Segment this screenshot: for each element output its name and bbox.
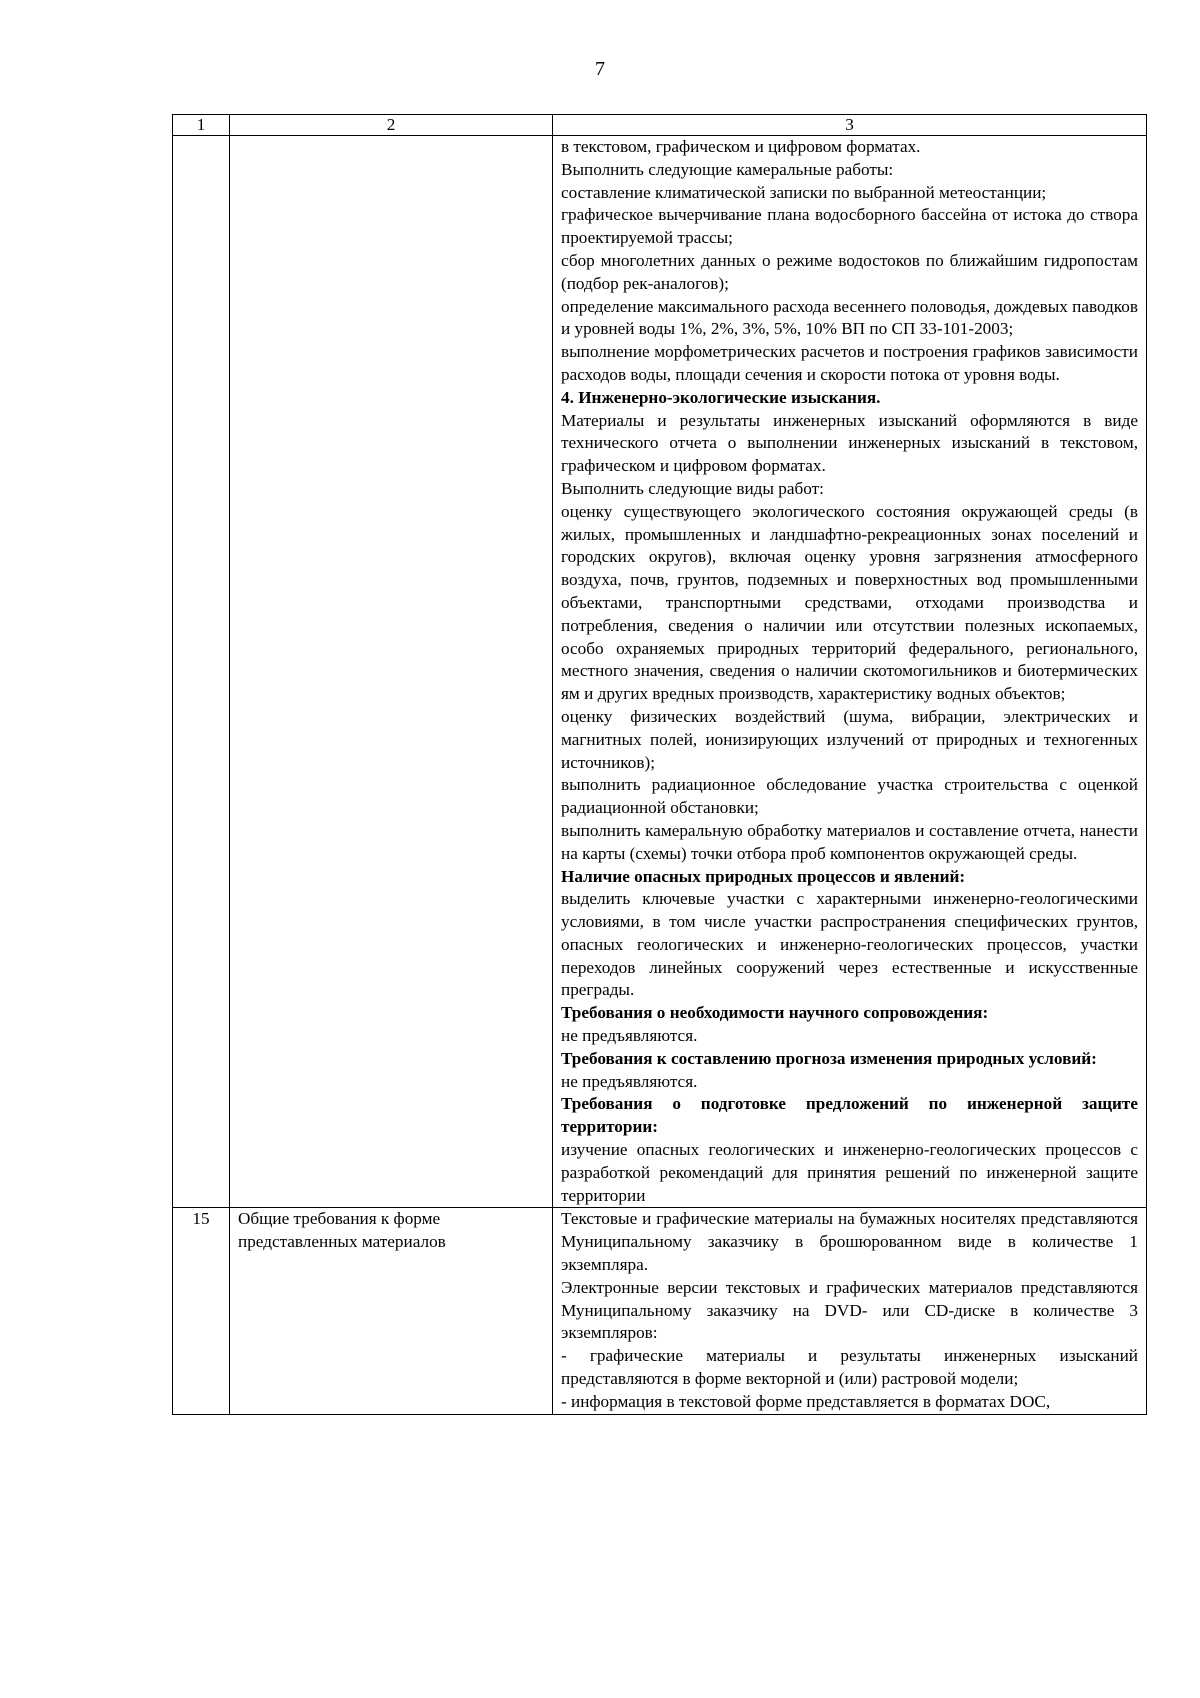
- paragraph: не предъявляются.: [561, 1026, 698, 1046]
- row-content: [553, 1208, 1147, 1414]
- paragraph: Выполнить следующие камеральные работы:: [561, 159, 894, 179]
- row-name: [230, 136, 553, 1208]
- paragraph: выполнить камеральную обработку материалов и составление отчета, нанести на карты (схемы) точки отбора проб компонентов окружающей среды.: [561, 820, 1138, 863]
- paragraph: составление климатической записки по выбранной метеостанции;: [561, 182, 1047, 202]
- paragraph: - информация в текстовой форме представляется в форматах DOC,: [561, 1391, 1051, 1411]
- header-col-2: 2: [230, 115, 553, 136]
- row-name: Общие требования к форме представленных материалов: [230, 1208, 553, 1414]
- paragraph: выполнить радиационное обследование участка строительства с оценкой радиационной обстановки;: [561, 775, 1138, 818]
- section-heading: Требования к составлению прогноза изменения природных условий:: [561, 1048, 1097, 1068]
- section-heading: 4. Инженерно-экологические изыскания.: [561, 387, 881, 407]
- table-row: [173, 1208, 1147, 1414]
- paragraph: определение максимального расхода весеннего половодья, дождевых паводков и уровней воды 1%, 2%, 3%, 5%, 10% ВП по СП 33-101-2003;: [561, 296, 1138, 339]
- row-number: [173, 136, 230, 1208]
- paragraph: графическое вычерчивание плана водосборного бассейна от истока до створа проектируемой трассы;: [561, 205, 1138, 248]
- section-heading: Наличие опасных природных процессов и явлений:: [561, 866, 966, 886]
- paragraph: не предъявляются.: [561, 1071, 698, 1091]
- paragraph: оценку существующего экологического состояния окружающей среды (в жилых, промышленных и ландшафтно-рекреационных зонах поселений и городских округов), включая оценку уровня загрязнения атмосферного воздуха, почв, грунтов, подземных и поверхностных вод промышленными объектами, транспортными средствами, отходами производства и потребления, сведения о наличии или отсутствии полезных ископаемых, особо охраняемых природных территорий федерального, регионального, местного значения, сведения о наличии скотомогильников и биотермических ям и других вредных производств, характеристику водных объектов;: [561, 501, 1138, 704]
- table-header-row: [173, 115, 1147, 136]
- section-heading: Требования о подготовке предложений по инженерной защите территории:: [561, 1094, 1138, 1137]
- requirements-table: [172, 114, 1147, 1415]
- paragraph: оценку физических воздействий (шума, вибрации, электрических и магнитных полей, ионизирующих излучений от природных и техногенных источников);: [561, 706, 1138, 772]
- row-number: 15: [173, 1208, 230, 1414]
- header-col-3: 3: [553, 115, 1147, 136]
- paragraph: изучение опасных геологических и инженерно-геологических процессов с разработкой рекомендаций для принятия решений по инженерной защите территории: [561, 1140, 1138, 1205]
- paragraph: - графические материалы и результаты инженерных изысканий представляются в форме векторной и (или) растровой модели;: [561, 1346, 1138, 1389]
- paragraph: сбор многолетних данных о режиме водостоков по ближайшим гидропостам (подбор рек-аналогов);: [561, 250, 1138, 293]
- paragraph: Текстовые и графические материалы на бумажных носителях представляются Муниципальному заказчику в брошюрованном виде в количестве 1 экземпляра.: [561, 1209, 1138, 1275]
- table-row: [173, 136, 1147, 1208]
- paragraph: Материалы и результаты инженерных изысканий оформляются в виде технического отчета о выполнении инженерных изысканий в текстовом, графическом и цифровом форматах.: [561, 410, 1138, 476]
- header-col-1: 1: [173, 115, 230, 136]
- paragraph: Электронные версии текстовых и графических материалов представляются Муниципальному заказчику на DVD- или CD-диске в количестве 3 экземпляров:: [561, 1277, 1138, 1343]
- paragraph: выделить ключевые участки с характерными инженерно-геологическими условиями, в том числе участки распространения специфических грунтов, опасных геологических и инженерно-геологических процессов, участки переходов линейных сооружений через естественные и искусственные преграды.: [561, 889, 1138, 1000]
- row-content: [553, 136, 1147, 1208]
- paragraph: Выполнить следующие виды работ:: [561, 478, 824, 498]
- page-number: 7: [595, 58, 605, 80]
- section-heading: Требования о необходимости научного сопровождения:: [561, 1003, 989, 1023]
- paragraph: в текстовом, графическом и цифровом форматах.: [561, 137, 921, 156]
- paragraph: выполнение морфометрических расчетов и построения графиков зависимости расходов воды, площади сечения и скорости потока от уровня воды.: [561, 342, 1138, 384]
